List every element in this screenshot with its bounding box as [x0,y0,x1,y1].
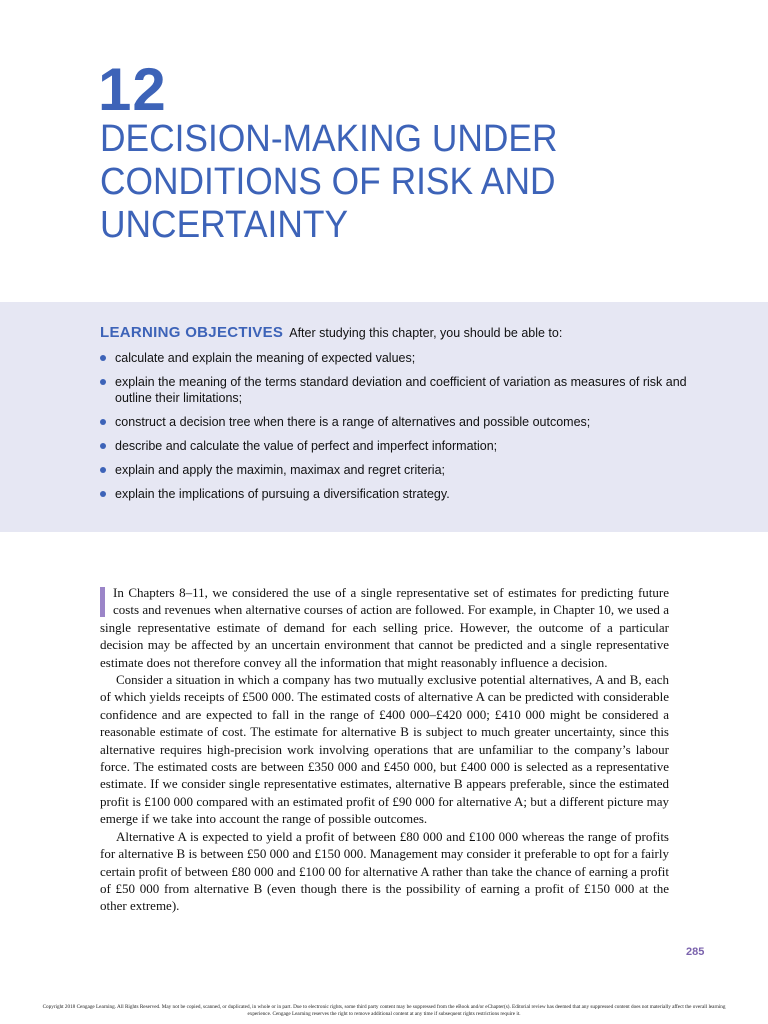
objective-text: explain the meaning of the terms standard deviation and coefficient of variation as measures of risk and outline their limitations; [115,375,687,405]
bullet-icon [100,355,106,361]
learning-objectives-heading [100,324,562,342]
chapter-number: 12 [98,56,167,123]
copyright-notice: Copyright 2018 Cengage Learning. All Rights Reserved. May not be copied, scanned, or duplicated, in whole or in part. Due to electronic rights, some third party content may be suppressed from the eBook and/or eChapter(s). Editorial review has deemed that any suppressed content does not materially affect the overall learning experience. Cengage Learning reserves the right to remove additional content at any time if subsequent rights restrictions require it. [42,1004,726,1017]
objective-text: construct a decision tree when there is a range of alternatives and possible outcomes; [115,415,591,429]
objective-item [100,438,700,454]
objective-text: explain and apply the maximin, maximax and regret criteria; [115,463,446,477]
objective-text: describe and calculate the value of perfect and imperfect information; [115,439,498,453]
objective-item [100,486,700,502]
objective-text: calculate and explain the meaning of expected values; [115,351,416,365]
learning-objectives-list [100,350,700,510]
bullet-icon [100,379,106,385]
bullet-icon [100,419,106,425]
learning-objectives-label: LEARNING OBJECTIVES [100,324,284,341]
objective-item [100,462,700,478]
bullet-icon [100,443,106,449]
objective-text: explain the implications of pursuing a diversification strategy. [115,487,450,501]
page-number: 285 [686,946,705,958]
body-paragraph: Consider a situation in which a company has two mutually exclusive potential alternatives, A and B, each of which yields receipts of £500 000. The estimated costs of alternative A can be predicted with considerable confidence and are expected to fall in the range of £400 000–£420 000; £410 000 might be considered a reasonable estimate of cost. The estimate for alternative B is subject to much greater uncertainty, since this alternative requires high-precision work involving operations that are unfamiliar to the company’s labour force. The estimated costs are between £350 000 and £450 000, but £400 000 is selected as a representative estimate. If we consider single representative estimates, alternative B appears preferable, since the estimated profit is £100 000 compared with an estimated profit of £90 000 for alternative A; but a different picture may emerge if we take into account the range of possible outcomes. [100,672,669,827]
learning-objectives-box [0,302,768,532]
body-paragraph: Alternative A is expected to yield a profit of between £80 000 and £100 000 whereas the range of profits for alternative B is between £50 000 and £150 000. Management may consider it preferable to opt for a fairly certain profit of between £80 000 and £100 00 for alternative A rather than take the chance of earning a profit of £50 000 from alternative B (even though there is the possibility of earning a profit of £150 000 at the other extreme). [100,828,669,914]
chapter-body [100,584,669,915]
body-paragraph-text: In Chapters 8–11, we considered the use of a single representative set of estimates for predicting future costs and revenues when alternative courses of action are followed. For example, in Chapter 10, we used a single representative estimate of demand for each selling price. However, the outcome of a particular decision may be affected by an uncertain environment that cannot be predicted and a single representative estimate does not therefore convey all the information that might reasonably influence a decision. [100,585,669,670]
body-paragraph [100,584,669,671]
chapter-title: DECISION-MAKING UNDER CONDITIONS OF RISK AND UNCERTAINTY [100,118,558,246]
learning-objectives-intro: After studying this chapter, you should be able to: [289,326,563,340]
objective-item [100,414,700,430]
objective-item [100,374,700,406]
bullet-icon [100,491,106,497]
objective-item [100,350,700,366]
bullet-icon [100,467,106,473]
drop-cap-bar [100,587,105,617]
